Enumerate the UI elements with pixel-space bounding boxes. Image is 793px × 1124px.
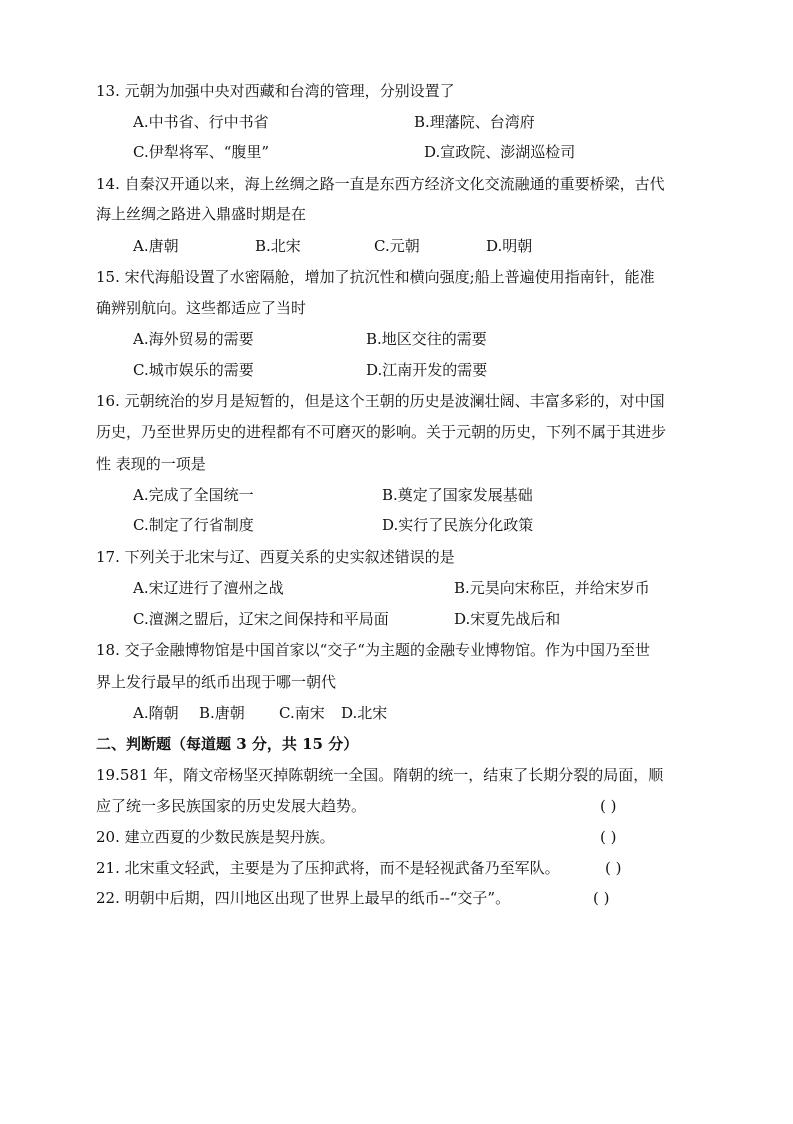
question-13-option-a: A.中书省、行中书省 bbox=[133, 113, 269, 131]
question-13-stem: 13. 元朝为加强中央对西藏和台湾的管理，分别设置了 bbox=[96, 82, 455, 100]
question-15-option-b: B.地区交往的需要 bbox=[366, 330, 487, 348]
question-15-option-c: C.城市娱乐的需要 bbox=[133, 361, 254, 379]
question-15-option-a: A.海外贸易的需要 bbox=[133, 330, 254, 348]
question-18-stem-line-1: 18. 交子金融博物馆是中国首家以“交子“为主题的金融专业博物馆。作为中国乃至世 bbox=[96, 641, 650, 659]
question-18-option-c: C.南宋 bbox=[279, 704, 325, 722]
question-16-stem-line-2: 历史，乃至世界历史的进程都有不可磨灭的影响。关于元朝的历史，下列不属于其进步 bbox=[96, 423, 667, 441]
question-20-line: 20. 建立西夏的少数民族是契丹族。 bbox=[96, 828, 335, 846]
question-16-stem-line-3: 性 表现的一项是 bbox=[96, 455, 206, 473]
question-14-option-d: D.明朝 bbox=[486, 237, 533, 255]
question-18-stem-line-2: 界上发行最早的纸币出现于哪一朝代 bbox=[96, 673, 337, 691]
question-18-option-b: B.唐朝 bbox=[199, 704, 245, 722]
question-14-stem-line-2: 海上丝绸之路进入鼎盛时期是在 bbox=[96, 205, 307, 223]
question-19-line-2: 应了统一多民族国家的历史发展大趋势。 bbox=[96, 797, 367, 815]
question-22-answer-blank[interactable]: ( ) bbox=[593, 889, 610, 907]
question-15-stem-line-1: 15. 宋代海船设置了水密隔舱，增加了抗沉性和横向强度;船上普遍使用指南针，能准 bbox=[96, 268, 655, 286]
question-15-option-d: D.江南开发的需要 bbox=[366, 361, 488, 379]
question-14-option-c: C.元朝 bbox=[374, 237, 420, 255]
question-20-answer-blank[interactable]: ( ) bbox=[600, 828, 617, 846]
question-19-line-1: 19.581 年，隋文帝杨坚灭掉陈朝统一全国。隋朝的统一，结束了长期分裂的局面，顺 bbox=[96, 766, 664, 784]
question-16-option-b: B.奠定了国家发展基础 bbox=[382, 486, 533, 504]
question-16-option-c: C.制定了行省制度 bbox=[133, 516, 254, 534]
question-17-option-a: A.宋辽进行了澶州之战 bbox=[133, 579, 284, 597]
question-16-stem-line-1: 16. 元朝统治的岁月是短暂的，但是这个王朝的历史是波澜壮阔、丰富多彩的，对中国 bbox=[96, 392, 665, 410]
question-19-answer-blank[interactable]: ( ) bbox=[600, 797, 617, 815]
question-17-option-d: D.宋夏先战后和 bbox=[454, 610, 561, 628]
question-14-option-a: A.唐朝 bbox=[133, 237, 179, 255]
question-18-option-d: D.北宋 bbox=[341, 704, 388, 722]
question-16-option-d: D.实行了民族分化政策 bbox=[382, 516, 534, 534]
question-17-option-b: B.元昊向宋称臣，并给宋岁币 bbox=[454, 579, 650, 597]
question-16-option-a: A.完成了全国统一 bbox=[133, 486, 254, 504]
question-13-option-d: D.宣政院、澎湖巡检司 bbox=[424, 143, 576, 161]
question-22-line: 22. 明朝中后期，四川地区出现了世界上最早的纸币--“交子”。 bbox=[96, 889, 511, 907]
question-17-option-c: C.澶渊之盟后，辽宋之间保持和平局面 bbox=[133, 610, 389, 628]
question-18-option-a: A.隋朝 bbox=[133, 704, 179, 722]
section-2-title: 二、判断题（每道题 3 分，共 15 分） bbox=[96, 735, 359, 753]
question-21-answer-blank[interactable]: ( ) bbox=[605, 859, 622, 877]
question-14-option-b: B.北宋 bbox=[255, 237, 301, 255]
question-17-stem: 17. 下列关于北宋与辽、西夏关系的史实叙述错误的是 bbox=[96, 548, 455, 566]
question-21-line: 21. 北宋重文轻武，主要是为了压抑武将，而不是轻视武备乃至军队。 bbox=[96, 859, 560, 877]
question-14-stem-line-1: 14. 自秦汉开通以来，海上丝绸之路一直是东西方经济文化交流融通的重要桥梁，古代 bbox=[96, 175, 665, 193]
question-13-option-b: B.理藩院、台湾府 bbox=[414, 113, 535, 131]
question-13-option-c: C.伊犁将军、“腹里” bbox=[133, 143, 270, 161]
question-15-stem-line-2: 确辨别航向。这些都适应了当时 bbox=[96, 299, 307, 317]
